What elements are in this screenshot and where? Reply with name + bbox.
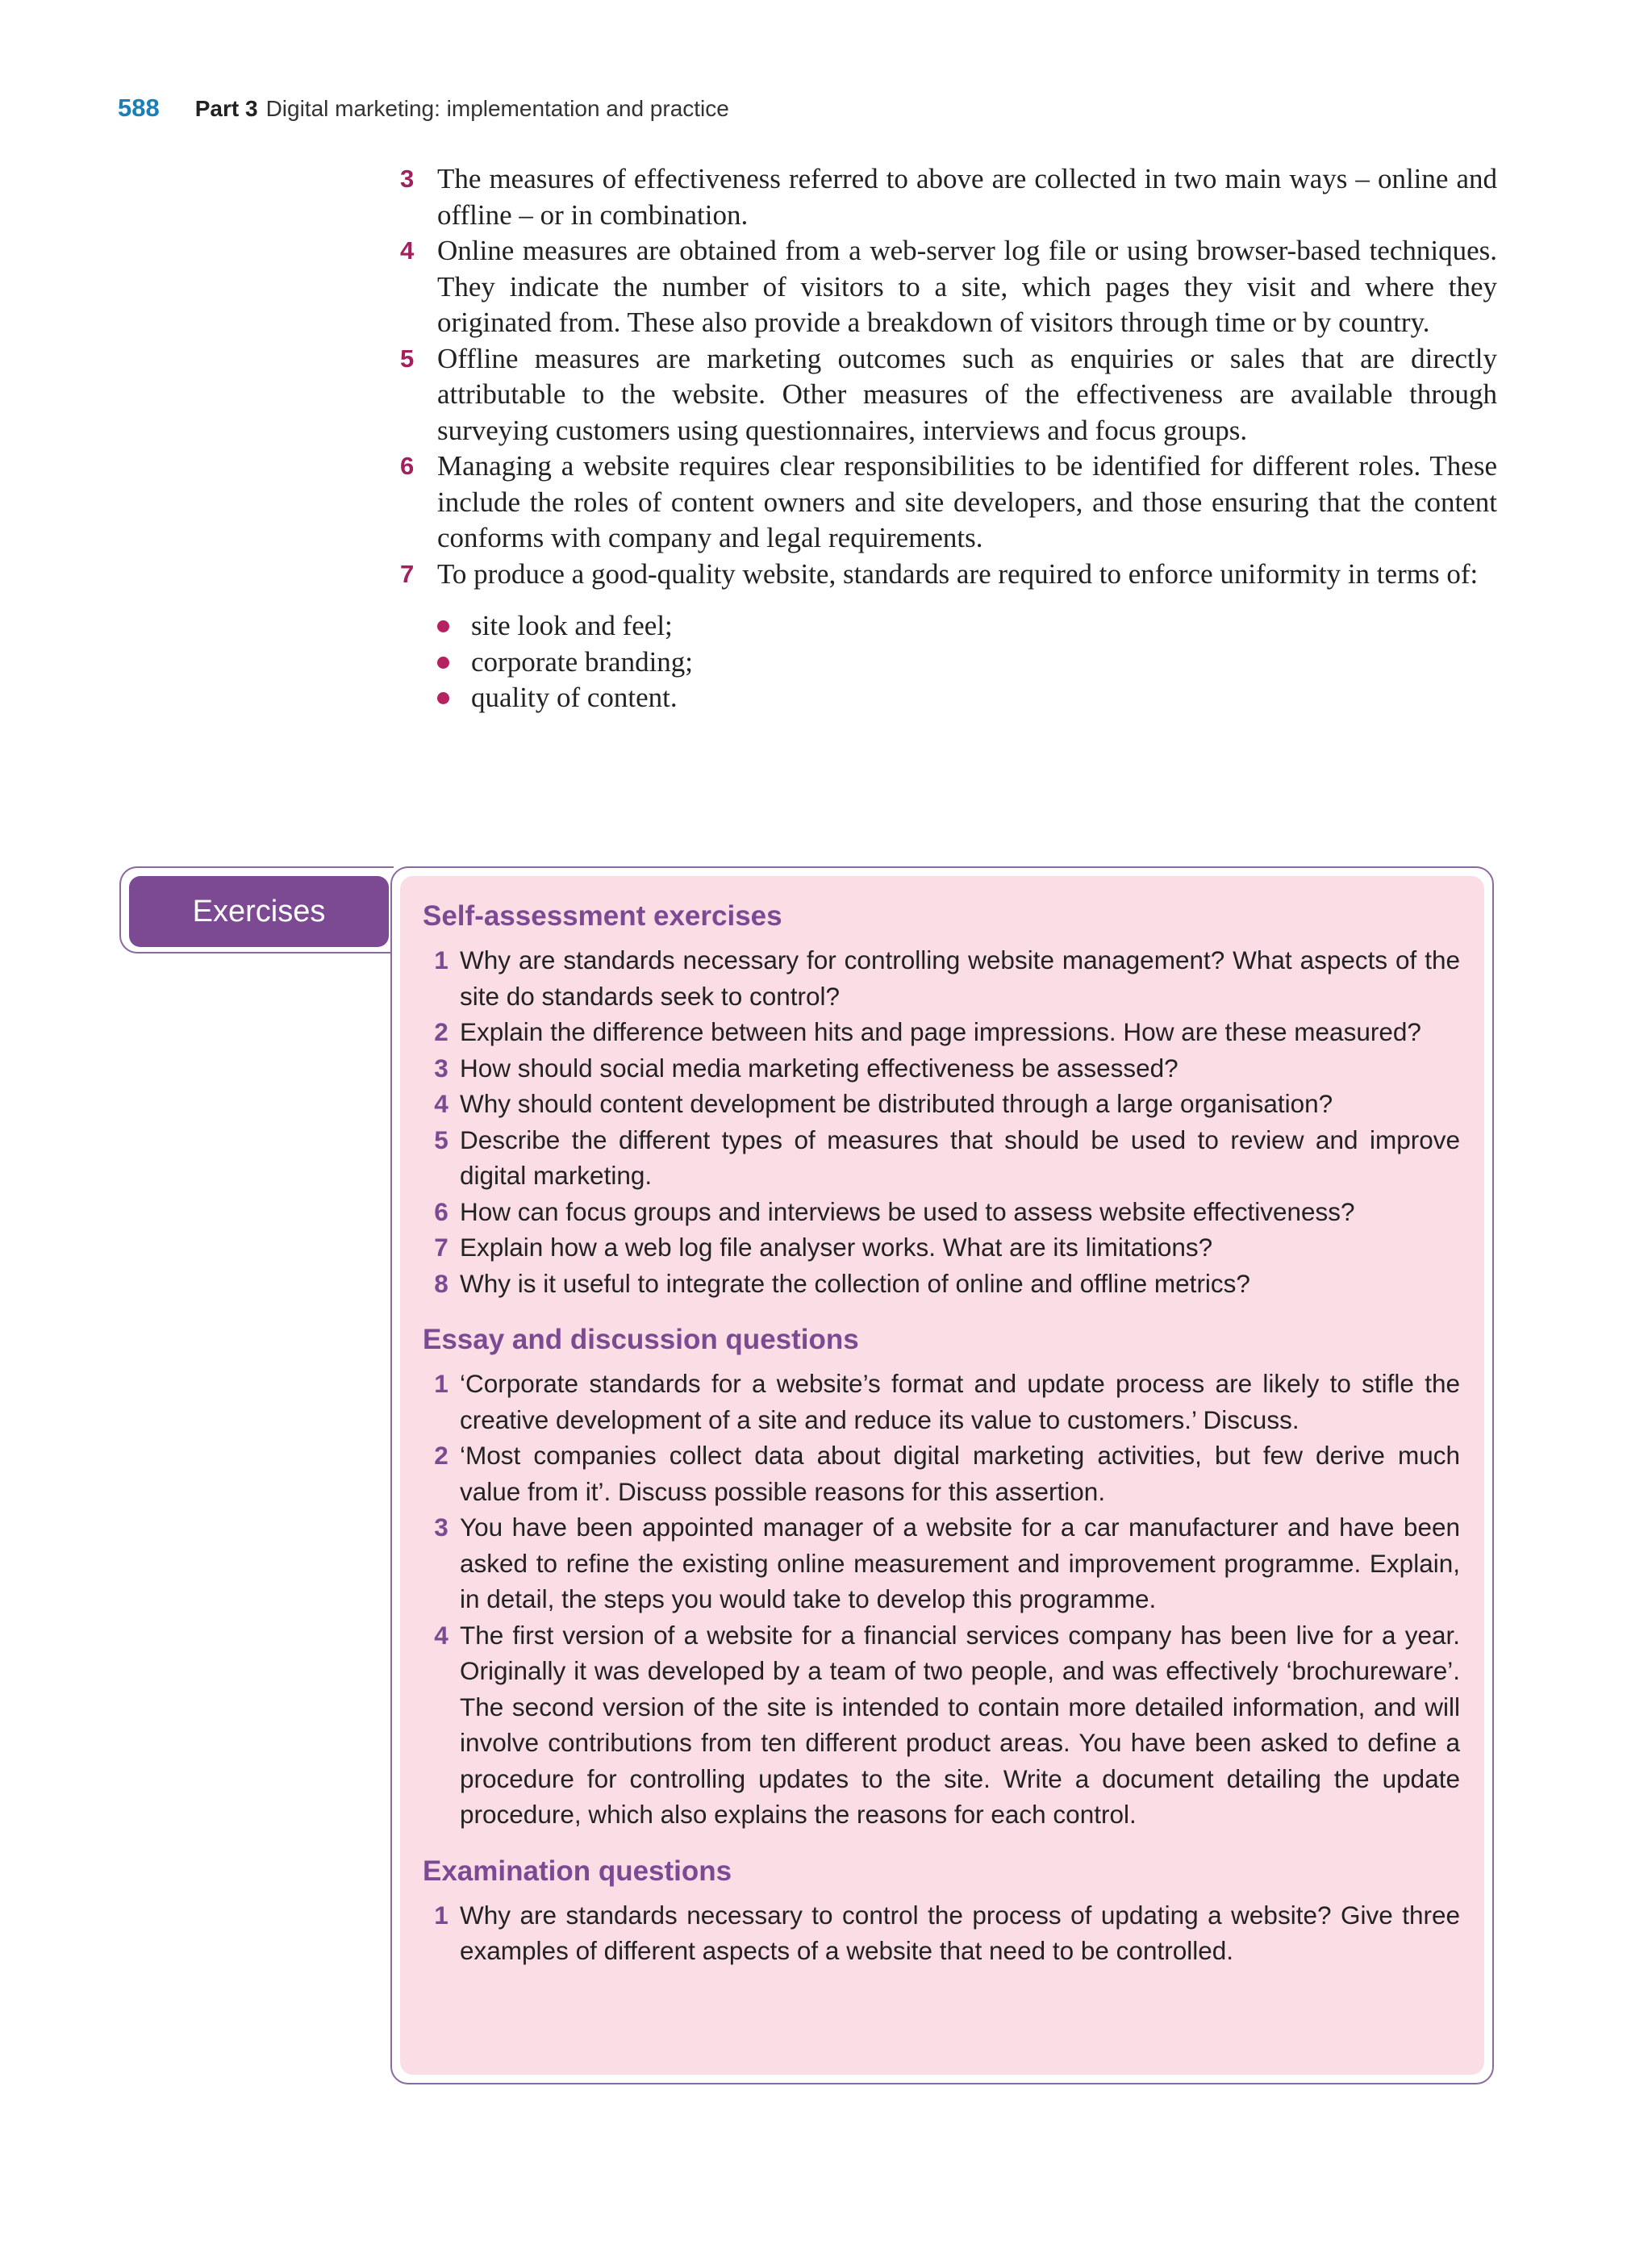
bullet-text: site look and feel; [471, 610, 673, 641]
bullet-text: quality of content. [471, 682, 678, 713]
question-text: Why should content development be distributed through a large organisation? [460, 1089, 1333, 1118]
question-item [423, 1194, 1460, 1230]
question-number: 3 [434, 1053, 448, 1083]
summary-number: 3 [400, 165, 415, 193]
question-number: 1 [434, 1900, 448, 1930]
summary-item [400, 557, 1497, 593]
question-text: How can focus groups and interviews be used to assess website effectiveness? [460, 1196, 1355, 1226]
question-item [423, 1122, 1460, 1194]
summary-item [400, 449, 1497, 557]
question-text: Explain how a web log file analyser works. What are its limitations? [460, 1233, 1213, 1262]
summary-number: 4 [400, 236, 415, 265]
part-label: Part 3 [194, 96, 258, 121]
question-item [423, 1897, 1460, 1969]
summary-list [400, 161, 1497, 716]
question-item [423, 1014, 1460, 1050]
question-number: 2 [434, 1017, 448, 1046]
essay-list [423, 1366, 1460, 1833]
bullet-icon [437, 680, 471, 716]
summary-item [400, 233, 1497, 341]
question-text: Why is it useful to integrate the collection of online and offline metrics? [460, 1268, 1250, 1298]
exercises-tab-outline [119, 866, 394, 953]
question-number: 8 [434, 1268, 448, 1298]
bullet-item [437, 645, 1497, 681]
summary-text: To produce a good-quality website, standards are required to enforce uniformity in terms of: [437, 557, 1479, 590]
question-item [423, 1438, 1460, 1509]
exercises-panel-outline [390, 866, 1494, 2084]
question-number: 2 [434, 1441, 448, 1470]
section-heading-self-assessment: Self-assessment exercises [423, 900, 782, 932]
summary-text: The measures of effectiveness referred to above are collected in two main ways – online and offline – or in combination. [437, 163, 1497, 231]
page-number: 588 [118, 94, 160, 122]
question-number: 5 [434, 1125, 448, 1154]
bullet-group [400, 608, 1497, 716]
summary-item [400, 341, 1497, 449]
question-text: Describe the different types of measures that should be used to review and improve digital marketing. [460, 1125, 1460, 1190]
question-text: Why are standards necessary to control the process of updating a website? Give three examples of different aspects of a website that need to be controlled. [460, 1900, 1460, 1965]
summary-number: 5 [400, 344, 415, 373]
bullet-item [437, 608, 1497, 645]
question-text: Why are standards necessary for controlling website management? What aspects of the site do standards seek to control? [460, 945, 1460, 1011]
bullet-icon [437, 645, 471, 681]
summary-item [400, 161, 1497, 233]
bullet-list [437, 608, 1497, 716]
question-item [423, 1086, 1460, 1122]
bullet-item [437, 680, 1497, 716]
examination-list [423, 1897, 1460, 1969]
question-number: 7 [434, 1233, 448, 1262]
question-item [423, 1266, 1460, 1302]
summary-text: Offline measures are marketing outcomes such as enquiries or sales that are directly attributable to the website. Other measures of the effectiveness are available through surveying customers using questionnaires, interviews and focus groups. [437, 342, 1497, 446]
question-text: How should social media marketing effectiveness be assessed? [460, 1053, 1179, 1083]
question-item [423, 1366, 1460, 1438]
question-item [423, 1617, 1460, 1833]
section-heading-essay: Essay and discussion questions [423, 1324, 859, 1355]
part-title: Digital marketing: implementation and practice [265, 96, 729, 121]
question-item [423, 1229, 1460, 1266]
question-item [423, 1509, 1460, 1617]
question-text: ‘Corporate standards for a website’s format and update process are likely to stifle the creative development of a site and reduce its value to customers.’ Discuss. [460, 1369, 1460, 1434]
exercises-panel [400, 876, 1484, 2075]
question-number: 6 [434, 1196, 448, 1226]
exercises-tab: Exercises [129, 876, 389, 947]
question-text: The first version of a website for a financial services company has been live for a year. Originally it was developed by a team of two people, and was effectively ‘brochureware’. The second version of the site is intended to contain more detailed information, and will involve contributions from ten different product areas. You have been asked to define a procedure for controlling updates to the site. Write a document detailing the update procedure, which also explains the reasons for each control. [460, 1620, 1460, 1829]
question-item [423, 942, 1460, 1014]
summary-number: 7 [400, 559, 415, 588]
question-number: 1 [434, 945, 448, 974]
self-assessment-list [423, 942, 1460, 1301]
running-head [118, 94, 729, 129]
summary-text: Online measures are obtained from a web-server log file or using browser-based techniques. They indicate the number of visitors to a site, which pages they visit and where they originated from. These also provide a breakdown of visitors through time or by country. [437, 235, 1497, 338]
question-text: You have been appointed manager of a website for a car manufacturer and have been asked to refine the existing online measurement and improvement programme. Explain, in detail, the steps you would take to develop this programme. [460, 1513, 1460, 1613]
section-heading-examination: Examination questions [423, 1855, 732, 1887]
question-item [423, 1050, 1460, 1087]
bullet-text: corporate branding; [471, 645, 694, 678]
bullet-icon [437, 608, 471, 645]
summary-number: 6 [400, 452, 415, 480]
summary-text: Managing a website requires clear responsibilities to be identified for different roles. These include the roles of content owners and site developers, and those ensuring that the content conforms with company and legal requirements. [437, 450, 1497, 553]
question-number: 4 [434, 1089, 448, 1118]
question-number: 4 [434, 1620, 448, 1650]
question-number: 3 [434, 1513, 448, 1542]
question-number: 1 [434, 1369, 448, 1398]
question-text: ‘Most companies collect data about digital marketing activities, but few derive much value from it’. Discuss possible reasons for this assertion. [460, 1441, 1460, 1506]
question-text: Explain the difference between hits and page impressions. How are these measured? [460, 1017, 1421, 1046]
exercises-box [119, 866, 1494, 2084]
